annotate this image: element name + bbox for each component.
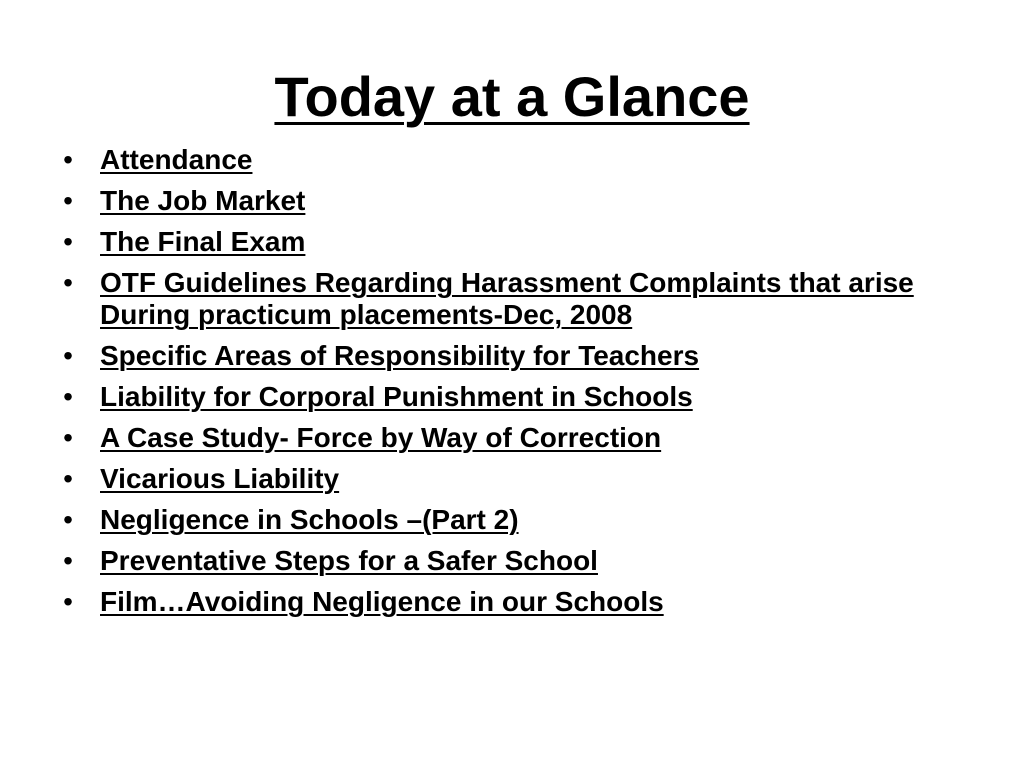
list-item: [58, 586, 958, 618]
bullet-icon: •: [63, 185, 73, 216]
list-item: [58, 504, 958, 536]
bullet-icon: •: [63, 267, 73, 298]
agenda-link-corporal-punishment[interactable]: Liability for Corporal Punishment in Schools: [100, 381, 693, 412]
bullet-icon: •: [63, 545, 73, 576]
agenda-link-final-exam[interactable]: The Final Exam: [100, 226, 306, 257]
agenda-link-negligence-part-2[interactable]: Negligence in Schools –(Part 2): [100, 504, 519, 535]
agenda-link-attendance[interactable]: Attendance: [100, 144, 253, 175]
agenda-link-film[interactable]: Film…Avoiding Negligence in our Schools: [100, 586, 664, 617]
list-item: [58, 267, 958, 331]
bullet-icon: •: [63, 586, 73, 617]
list-item: [58, 340, 958, 372]
agenda-link-job-market[interactable]: The Job Market: [100, 185, 306, 216]
agenda-link-vicarious-liability[interactable]: Vicarious Liability: [100, 463, 340, 494]
bullet-icon: •: [63, 504, 73, 535]
list-item: [58, 422, 958, 454]
list-item: [58, 144, 958, 176]
list-item: [58, 545, 958, 577]
bullet-icon: •: [63, 381, 73, 412]
list-item: [58, 185, 958, 217]
bullet-icon: •: [63, 463, 73, 494]
bullet-icon: •: [63, 144, 73, 175]
agenda-link-areas-of-responsibility[interactable]: Specific Areas of Responsibility for Teachers: [100, 340, 700, 371]
agenda-link-case-study[interactable]: A Case Study- Force by Way of Correction: [100, 422, 662, 453]
bullet-icon: •: [63, 226, 73, 257]
agenda-link-preventative-steps[interactable]: Preventative Steps for a Safer School: [100, 545, 598, 576]
list-item: [58, 463, 958, 495]
agenda-link-otf-guidelines[interactable]: OTF Guidelines Regarding Harassment Complaints that arise During practicum placements-Dec, 2008: [100, 267, 914, 330]
agenda-list: [58, 144, 958, 627]
bullet-icon: •: [63, 422, 73, 453]
slide-title: [0, 62, 1024, 132]
list-item: [58, 381, 958, 413]
slide-title-text: Today at a Glance: [274, 65, 750, 128]
list-item: [58, 226, 958, 258]
bullet-icon: •: [63, 340, 73, 371]
